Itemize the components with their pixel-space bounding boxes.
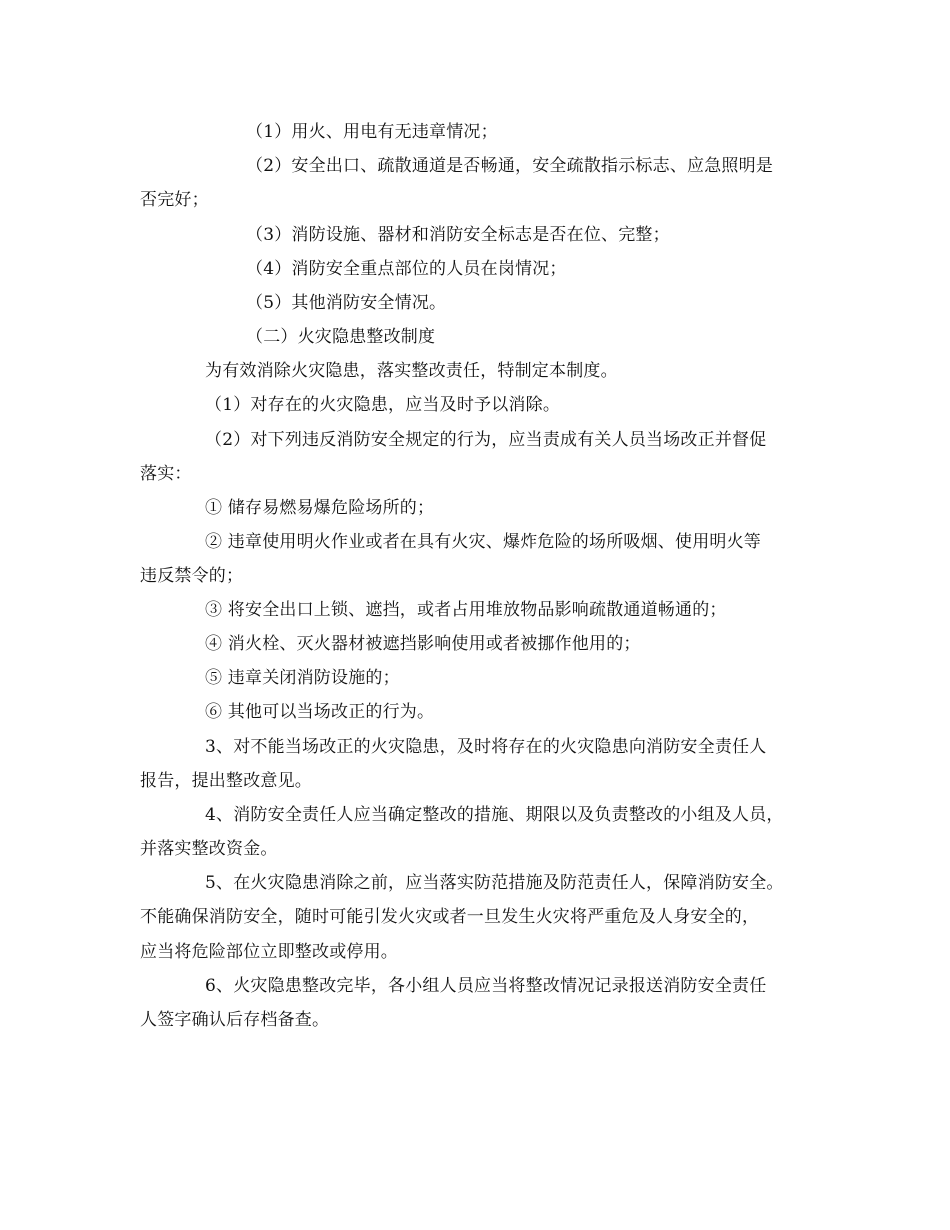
section-intro: 为有效消除火灾隐患，落实整改责任，特制定本制度。 bbox=[205, 361, 618, 381]
violation-2: ② 违章使用明火作业或者在具有火灾、爆炸危险的场所吸烟、使用明火等 bbox=[205, 532, 762, 552]
rule-1: （1）对存在的火灾隐患，应当及时予以消除。 bbox=[205, 395, 561, 415]
rule-5-continued-1: 不能确保消防安全，随时可能引发火灾或者一旦发生火灾将严重危及人身安全的， bbox=[140, 907, 760, 927]
rule-2-continued: 落实： bbox=[140, 464, 192, 484]
check-item-2: （2）安全出口、疏散通道是否畅通，安全疏散指示标志、应急照明是 bbox=[246, 156, 774, 176]
violation-2-continued: 违反禁令的； bbox=[140, 566, 244, 586]
rule-4: 4、消防安全责任人应当确定整改的措施、期限以及负责整改的小组及人员， bbox=[205, 805, 784, 825]
violation-6: ⑥ 其他可以当场改正的行为。 bbox=[205, 702, 435, 722]
rule-6: 6、火灾隐患整改完毕，各小组人员应当将整改情况记录报送消防安全责任 bbox=[205, 976, 767, 996]
check-item-1: （1）用火、用电有无违章情况； bbox=[246, 122, 498, 142]
check-item-4: （4）消防安全重点部位的人员在岗情况； bbox=[246, 259, 567, 279]
check-item-2-continued: 否完好； bbox=[140, 190, 209, 210]
violation-1: ① 储存易燃易爆危险场所的； bbox=[205, 498, 435, 518]
rule-3: 3、对不能当场改正的火灾隐患，及时将存在的火灾隐患向消防安全责任人 bbox=[205, 737, 767, 757]
rule-6-continued: 人签字确认后存档备查。 bbox=[140, 1010, 330, 1030]
section-heading: （二）火灾隐患整改制度 bbox=[246, 327, 436, 347]
check-item-3: （3）消防设施、器材和消防安全标志是否在位、完整； bbox=[246, 225, 670, 245]
violation-3: ③ 将安全出口上锁、遮挡，或者占用堆放物品影响疏散通道畅通的； bbox=[205, 600, 727, 620]
rule-5: 5、在火灾隐患消除之前，应当落实防范措施及防范责任人，保障消防安全。 bbox=[205, 873, 784, 893]
rule-4-continued: 并落实整改资金。 bbox=[140, 839, 278, 859]
check-item-5: （5）其他消防安全情况。 bbox=[246, 293, 447, 313]
violation-5: ⑤ 违章关闭消防设施的； bbox=[205, 668, 400, 688]
violation-4: ④ 消火栓、灭火器材被遮挡影响使用或者被挪作他用的； bbox=[205, 634, 641, 654]
rule-2: （2）对下列违反消防安全规定的行为，应当责成有关人员当场改正并督促 bbox=[205, 430, 767, 450]
rule-3-continued: 报告，提出整改意见。 bbox=[140, 771, 312, 791]
rule-5-continued-2: 应当将危险部位立即整改或停用。 bbox=[140, 942, 398, 962]
